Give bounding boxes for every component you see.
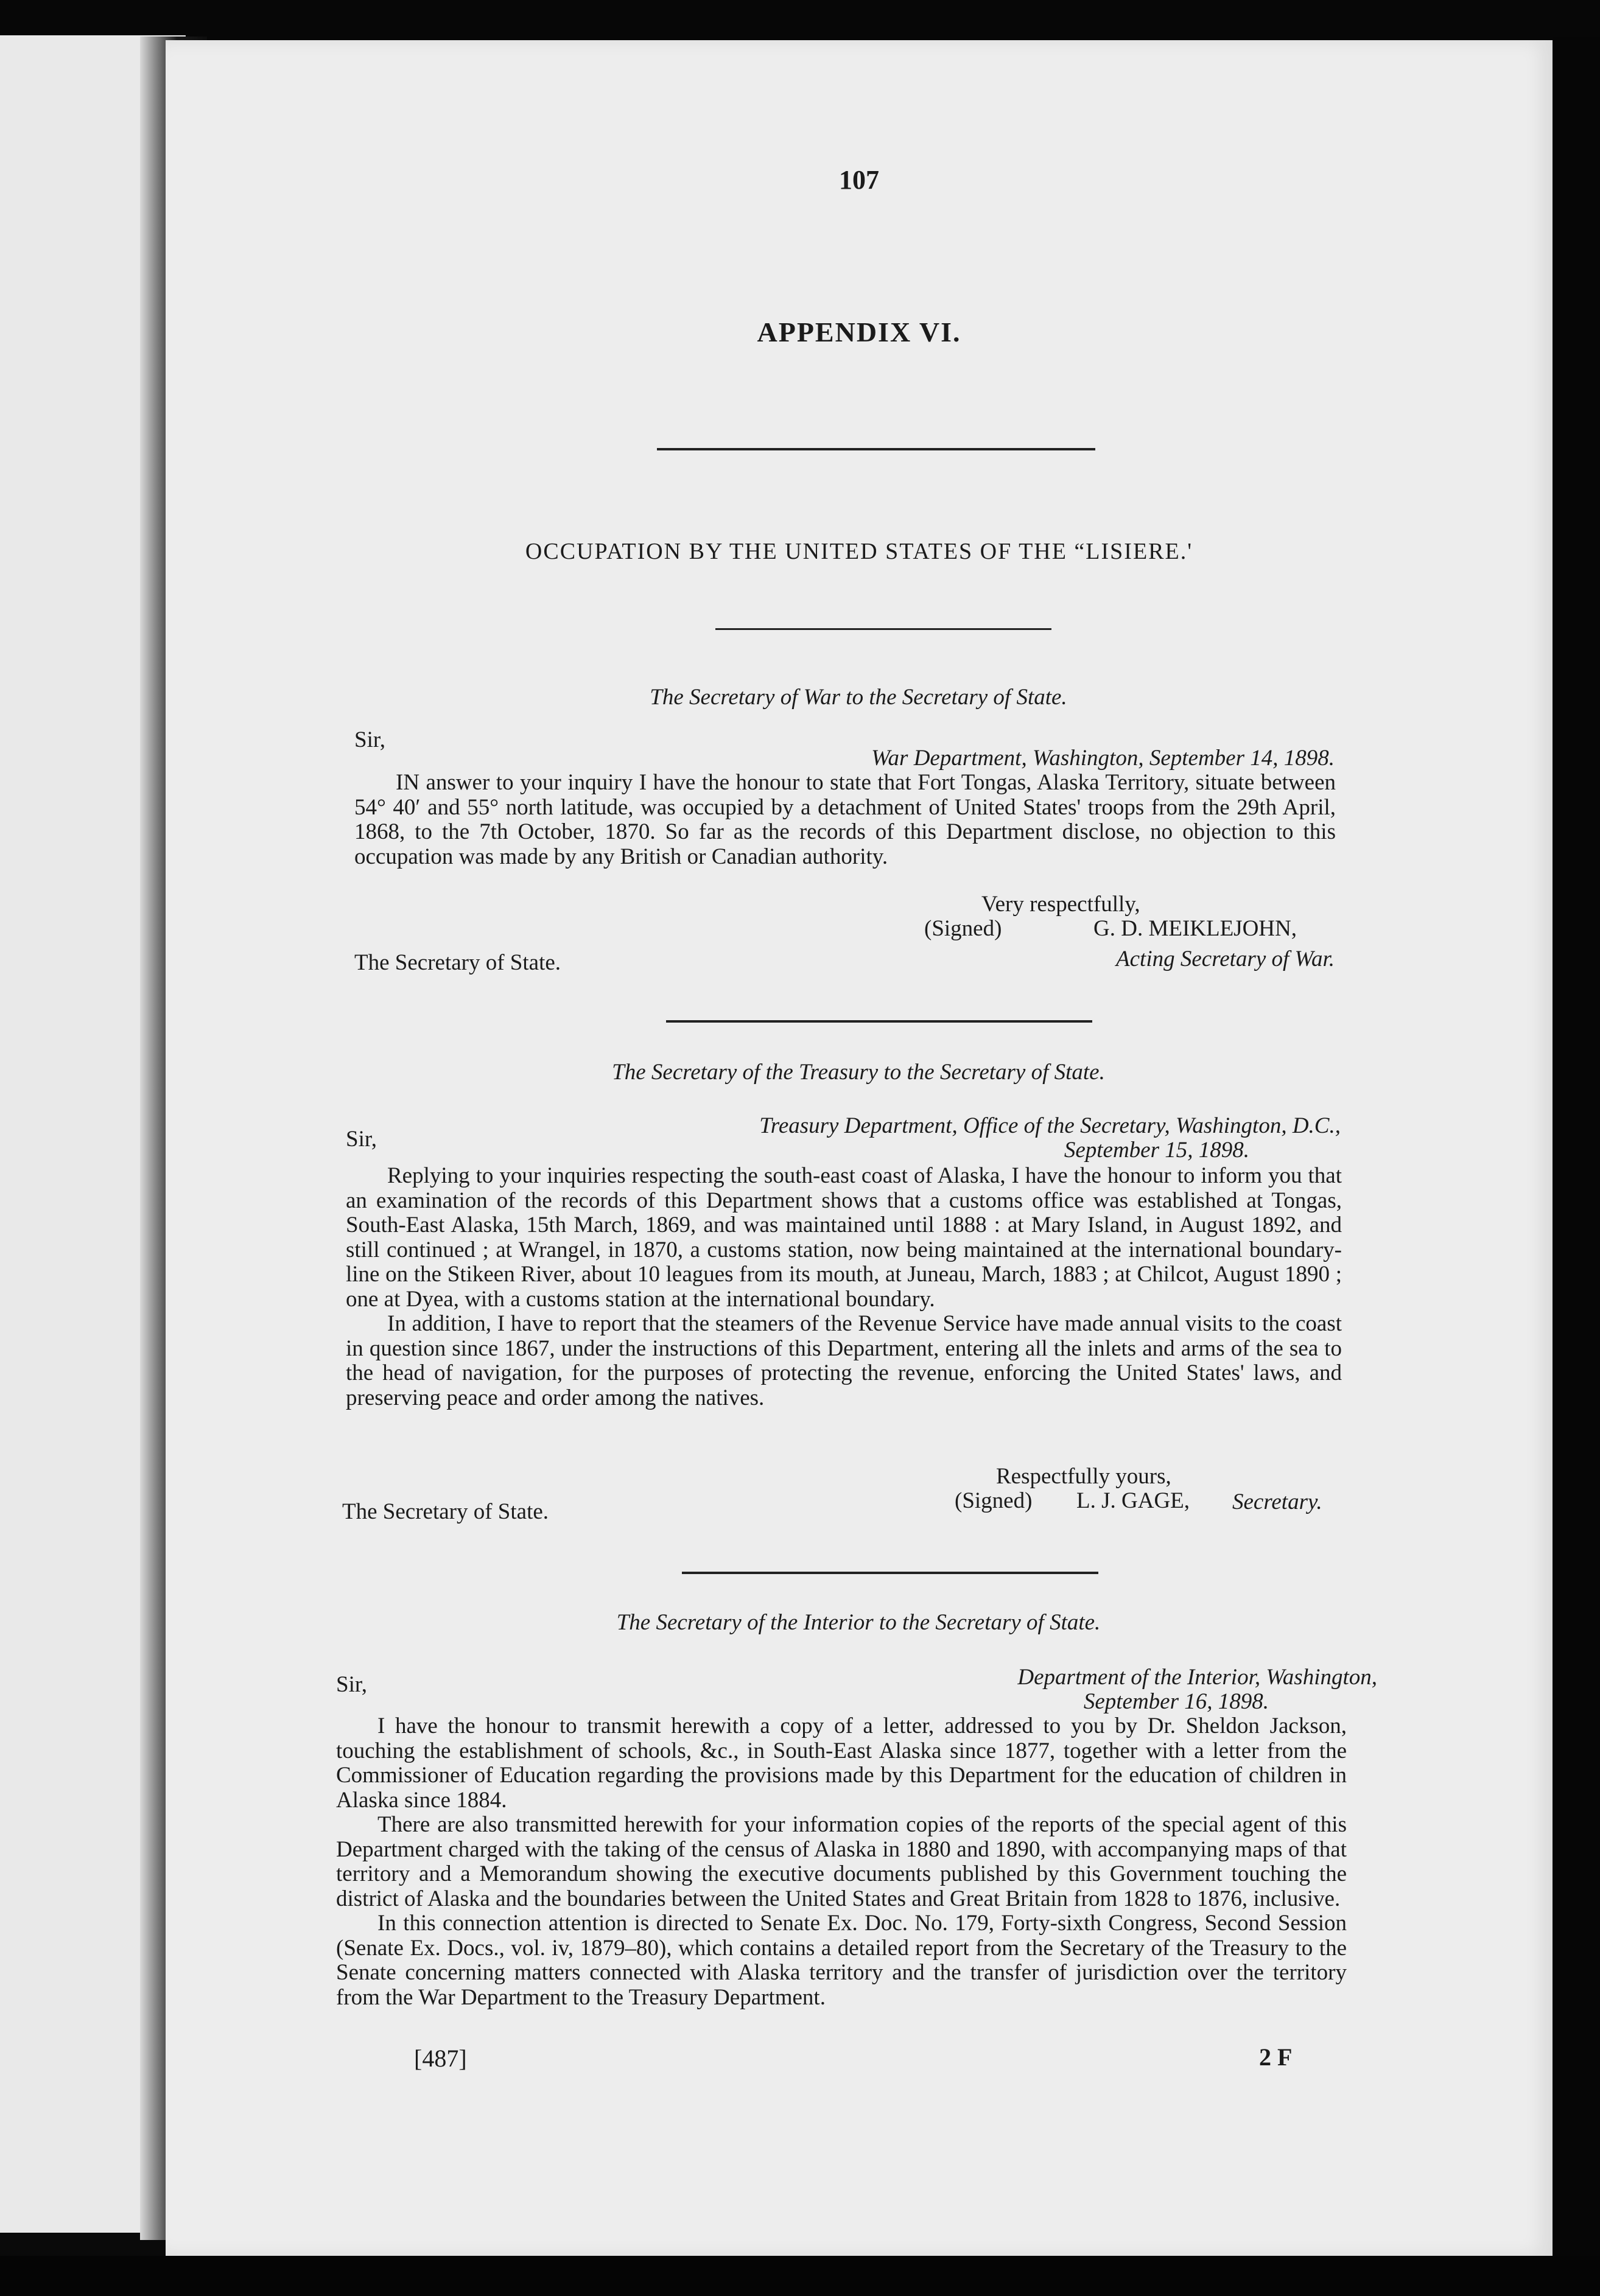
appendix-title: APPENDIX VI. [757, 317, 961, 348]
addressee: The Secretary of State. [354, 950, 561, 975]
signer-name: G. D. MEIKLEJOHN, [1093, 916, 1297, 941]
closing: Respectfully yours, [996, 1464, 1171, 1489]
paragraph: Replying to your inquiries respecting the south-east coast of Alaska, I have the honour to inform you that an examination of the records of this Department shows that a customs office was established at Tongas, South-East Alaska, 15th March, 1869, and was maintained until 1888 : at Mary Island, in August 1892, and still continued ; at Wrangel, in 1870, a customs station, now being maintained at the international boundary-line on the Stikeen River, about 10 leagues from its mouth, at Juneau, March, 1883 ; at Chilcot, August 1890 ; one at Dyea, with a customs station at the international boundary. [346, 1163, 1342, 1312]
signed-label: (Signed) [955, 1488, 1033, 1513]
paragraph: In this connection attention is directed to Senate Ex. Doc. No. 179, Forty-sixth Congress, Second Session (Senate Ex. Docs., vol. iv, 1879–80), which contains a detailed report from the Secretary of the Treasury to the Senate concerning matters connected with Alaska territory and the transfer of jurisdiction over the territory from the War Department to the Treasury Department. [336, 1911, 1347, 2010]
document-page [166, 40, 1553, 2256]
salutation: Sir, [346, 1127, 377, 1152]
signer-title: Acting Secretary of War. [1116, 947, 1335, 971]
paragraph: IN answer to your inquiry I have the honour to state that Fort Tongas, Alaska Territory, situate between 54° 40′ and 55° north latitude, was occupied by a detachment of United States' troops from the 29th April, 1868, to the 7th October, 1870. So far as the records of this Department disclose, no objection to this occupation was made by any British or Canadian authority. [354, 770, 1336, 869]
closing: Very respectfully, [981, 892, 1140, 917]
divider-rule [657, 448, 1095, 450]
dateline: September 15, 1898. [1064, 1138, 1249, 1163]
paragraph: I have the honour to transmit herewith a copy of a letter, addressed to you by Dr. Sheldon Jackson, touching the establishment of schools, &c., in South-East Alaska since 1877, together with a letter from the Commissioner of Education regarding the provisions made by this Department for the education of children in Alaska since 1884. [336, 1713, 1347, 1813]
dateline: War Department, Washington, September 14, 1898. [871, 746, 1335, 771]
letter-heading: The Secretary of War to the Secretary of State. [650, 685, 1067, 710]
divider-rule [666, 1020, 1092, 1023]
paragraph: There are also transmitted herewith for your information copies of the reports of the special agent of this Department charged with the taking of the census of Alaska in 1880 and 1890, with accompanying maps of that territory and a Memorandum showing the executive documents published by this Government touching the district of Alaska and the boundaries between the United States and Great Britain from 1828 to 1876, inclusive. [336, 1812, 1347, 1911]
print-number: [487] [414, 2045, 467, 2072]
section-title: OCCUPATION BY THE UNITED STATES OF THE “LISIERE.' [525, 539, 1193, 564]
letter-heading: The Secretary of the Interior to the Secretary of State. [616, 1610, 1101, 1635]
signer-title: Secretary. [1232, 1489, 1322, 1514]
letter-body [346, 1164, 1342, 1410]
scan-border-right [1553, 37, 1600, 2296]
addressee: The Secretary of State. [342, 1499, 549, 1524]
divider-rule [715, 628, 1051, 630]
scan-border-top [0, 0, 1600, 43]
letter-body [336, 1714, 1347, 2010]
dateline: Treasury Department, Office of the Secretary, Washington, D.C., [759, 1113, 1341, 1138]
divider-rule [682, 1572, 1098, 1574]
dateline: September 16, 1898. [1083, 1689, 1269, 1714]
salutation: Sir, [336, 1672, 367, 1697]
paragraph: In addition, I have to report that the steamers of the Revenue Service have made annual visits to the coast in question since 1867, under the instructions of this Department, entering all the inlets and arms of the sea to the head of navigation, for the purposes of protecting the revenue, enforcing the United States' laws, and preserving peace and order among the natives. [346, 1311, 1342, 1410]
letter-body [354, 771, 1336, 869]
letter-heading: The Secretary of the Treasury to the Secretary of State. [612, 1060, 1105, 1085]
salutation: Sir, [354, 727, 385, 752]
signed-label: (Signed) [924, 916, 1002, 941]
signature-mark: 2 F [1259, 2043, 1293, 2071]
signer-name: L. J. GAGE, [1076, 1488, 1190, 1513]
dateline: Department of the Interior, Washington, [1017, 1665, 1377, 1690]
page-number: 107 [839, 165, 879, 195]
scan-border-bottom [0, 2256, 1600, 2296]
